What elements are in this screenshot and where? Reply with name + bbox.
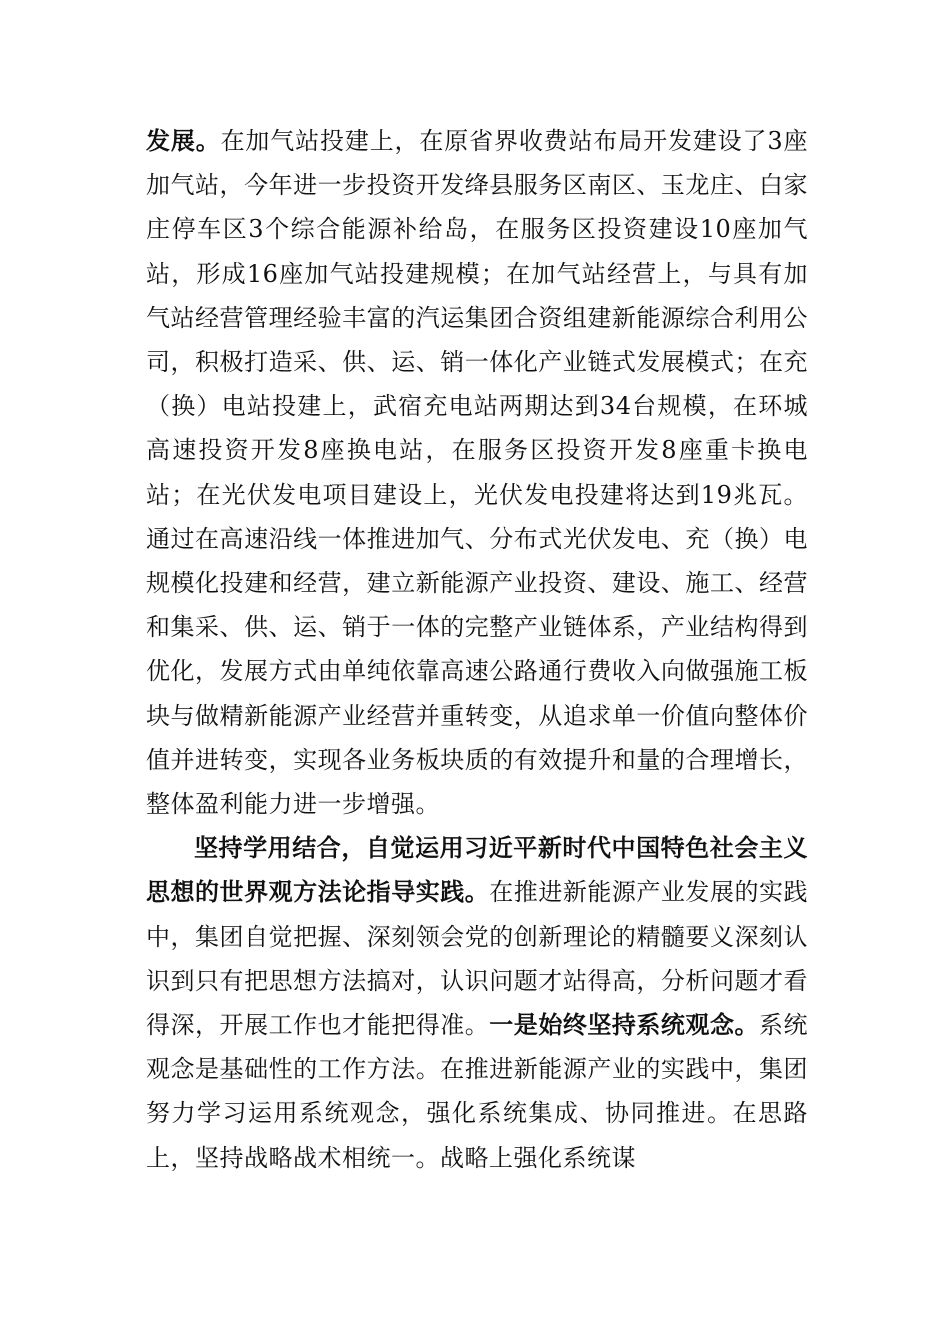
paragraph-lead-bold: 发展。 (146, 127, 221, 155)
paragraph-heading-bold: 坚持学用结合，自觉运用习近平新时代中国特色社会主义思想的世界观方法论指导实践。 (146, 834, 808, 907)
paragraph-study-practice (146, 826, 808, 1180)
document-body (146, 119, 808, 1180)
paragraph-point-bold: 一是始终坚持系统观念。 (489, 1011, 759, 1040)
paragraph-text: 在加气站投建上，在原省界收费站布局开发建设了3座加气站，今年进一步投资开发绛县服务区南区、玉龙庄、白家庄停车区3个综合能源补给岛，在服务区投资建设10座加气站，形成16座加气站投建规模；在加气站经营上，与具有加气站经营管理经验丰富的汽运集团合资组建新能源综合利用公司，积极打造采、供、运、销一体化产业链式发展模式；在充（换）电站投建上，武宿充电站两期达到34台规模，在环城高速投资开发8座换电站，在服务区投资开发8座重卡换电站；在光伏发电项目建设上，光伏发电投建将达到19兆瓦。通过在高速沿线一体推进加气、分布式光伏发电、充（换）电规模化投建和经营，建立新能源产业投资、建设、施工、经营和集采、供、运、销于一体的完整产业链体系，产业结构得到优化，发展方式由单纯依靠高速公路通行费收入向做强施工板块与做精新能源产业经营并重转变，从追求单一价值向整体价值并进转变，实现各业务板块质的有效提升和量的合理增长，整体盈利能力进一步增强。 (146, 127, 809, 819)
paragraph-text: 在推进新能源产业发展的实践中，集团自觉把握、深刻领会党的创新理论的精髓要义深刻认识到只有把思想方法搞对，认识问题才站得高，分析问题才看得深，开展工作也才能把得准。 (146, 878, 809, 1040)
paragraph-text: 系统观念是基础性的工作方法。在推进新能源产业的实践中，集团努力学习运用系统观念，强化系统集成、协同推进。在思路上，坚持战略战术相统一。战略上强化系统谋 (146, 1011, 809, 1172)
paragraph-development (146, 119, 808, 826)
